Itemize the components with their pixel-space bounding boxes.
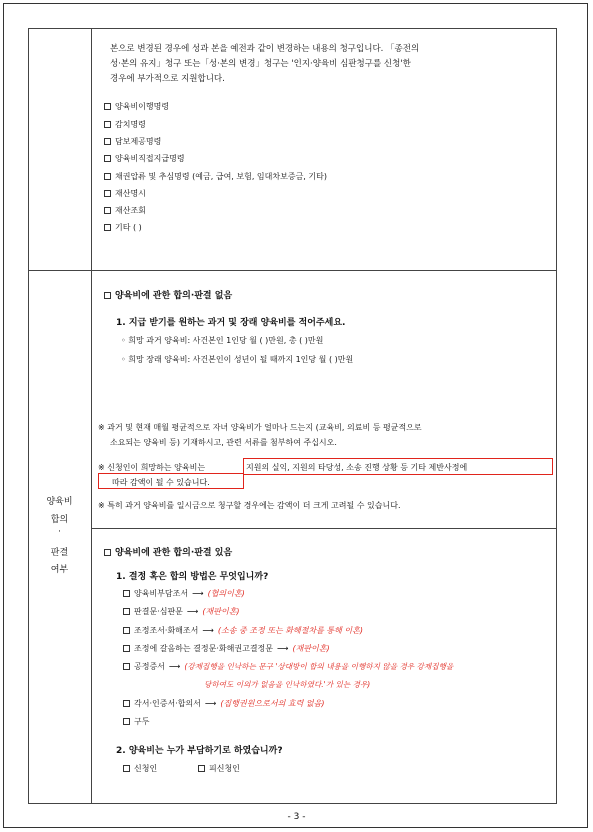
note-1-line-2: 소요되는 양육비 등) 기재하시고, 관련 서류를 첨부하여 주십시오. xyxy=(110,438,337,447)
arrow-right-icon: ⟶ xyxy=(186,607,199,616)
option-item[interactable]: 감치명령 xyxy=(104,119,146,130)
option-item[interactable]: 담보제공명령 xyxy=(104,136,161,147)
intro-line-1: 본으로 변경된 경우에 성과 본을 예전과 같이 변경하는 내용의 청구입니다. 「종전의 xyxy=(110,44,420,54)
method-item[interactable]: 각서·인증서·합의서 ⟶ (집행권원으로서의 효력 없음) xyxy=(123,698,324,709)
checkbox[interactable] xyxy=(104,207,111,214)
section-divider xyxy=(92,528,557,529)
method-item[interactable]: 조정조서·화해조서 ⟶ (소송 중 조정 또는 화해절차를 통해 이혼) xyxy=(123,625,363,636)
checkbox[interactable] xyxy=(123,645,130,652)
side-label-3: · xyxy=(58,527,61,537)
checkbox[interactable] xyxy=(104,138,111,145)
payer-option[interactable]: 피신청인 xyxy=(198,763,240,774)
checkbox[interactable] xyxy=(123,765,130,772)
arrow-right-icon: ⟶ xyxy=(192,589,204,598)
checkbox[interactable] xyxy=(198,765,205,772)
side-label-1: 양육비 xyxy=(46,497,73,507)
question-1: 1. 지급 받기를 원하는 과거 및 장래 양육비를 적어주세요. xyxy=(116,318,346,328)
method-item[interactable]: 양육비부담조서 ⟶ (협의이혼) xyxy=(123,588,245,599)
checkbox[interactable] xyxy=(104,173,111,180)
arrow-right-icon: ⟶ xyxy=(277,644,289,653)
intro-line-2: 성·본의 유지」청구 또는「성·본의 변경」청구는 '인지·양육비 심판청구를 신청'한 xyxy=(110,59,411,69)
checkbox[interactable] xyxy=(123,718,130,725)
checkbox[interactable] xyxy=(104,190,111,197)
checkbox[interactable] xyxy=(104,121,111,128)
question-1b: 1. 결정 혹은 합의 방법은 무엇입니까? xyxy=(116,572,269,582)
note-2-highlight-2: 따라 감액이 될 수 있습니다. xyxy=(112,478,210,487)
checkbox[interactable] xyxy=(123,627,130,634)
option-item[interactable]: 채권압류 및 추심명령 (예금, 급여, 보험, 임대차보증금, 기타) xyxy=(104,171,327,182)
checkbox[interactable] xyxy=(104,549,111,556)
side-label-2: 합의 xyxy=(50,515,69,525)
notarial-note-cont: 당하여도 이의가 없음을 인낙하였다.'가 있는 경우) xyxy=(204,680,371,689)
with-agreement-heading[interactable]: 양육비에 관한 합의·판결 있음 xyxy=(104,545,232,558)
checkbox[interactable] xyxy=(123,590,130,597)
question-2: 2. 양육비는 누가 부담하기로 하였습니까? xyxy=(116,746,283,756)
past-support-line: ◦ 희망 과거 양육비: 사건본인 1인당 월 ( )만원, 총 ( )만원 xyxy=(121,336,324,345)
option-item[interactable]: 재산명시 xyxy=(104,188,146,199)
page-number: - 3 - xyxy=(287,812,306,822)
note-3: ※ 특히 과거 양육비를 일시금으로 청구할 경우에는 감액이 더 크게 고려될 수 있습니다. xyxy=(98,501,401,510)
checkbox[interactable] xyxy=(104,224,111,231)
option-item[interactable]: 재산조회 xyxy=(104,205,146,216)
no-agreement-heading[interactable]: 양육비에 관한 합의·판결 없음 xyxy=(104,288,232,301)
checkbox[interactable] xyxy=(123,663,130,670)
checkbox[interactable] xyxy=(104,292,111,299)
method-item[interactable]: 구두 xyxy=(123,716,149,727)
highlight-box xyxy=(98,473,244,489)
row-divider xyxy=(28,270,557,271)
column-divider xyxy=(91,28,92,804)
note-1-line-1: ※ 과거 및 현재 매월 평균적으로 자녀 양육비가 얼마나 드는지 (교육비, 의료비 등 평균적으로 xyxy=(98,423,422,432)
payer-option[interactable]: 신청인 xyxy=(123,763,157,774)
arrow-right-icon: ⟶ xyxy=(168,662,181,671)
option-item[interactable]: 양육비직접지급명령 xyxy=(104,153,185,164)
note-2-highlight-1: 지원의 실익, 지원의 타당성, 소송 진행 상황 등 기타 제반사정에 xyxy=(246,463,468,472)
method-item[interactable]: 판결문·심판문 ⟶ (재판이혼) xyxy=(123,606,240,617)
note-2-prefix: ※ 신청인이 희망하는 양육비는 xyxy=(98,463,206,472)
checkbox[interactable] xyxy=(104,155,111,162)
highlight-box xyxy=(243,458,553,475)
checkbox[interactable] xyxy=(123,608,130,615)
method-item[interactable]: 공정증서 ⟶ (강제집행을 인낙하는 문구 '상대방이 합의 내용을 이행하지 않을 경우 강제집행을 xyxy=(123,661,453,672)
arrow-right-icon: ⟶ xyxy=(204,699,217,708)
checkbox[interactable] xyxy=(104,103,111,110)
option-item[interactable]: 기타 ( ) xyxy=(104,222,142,233)
option-item[interactable]: 양육비이행명령 xyxy=(104,101,169,112)
future-support-line: ◦ 희망 장래 양육비: 사건본인이 성년이 될 때까지 1인당 월 ( )만원 xyxy=(121,355,354,364)
side-label-5: 여부 xyxy=(50,565,69,575)
arrow-right-icon: ⟶ xyxy=(202,626,214,635)
checkbox[interactable] xyxy=(123,700,130,707)
method-item[interactable]: 조정에 갈음하는 결정문·화해권고결정문 ⟶ (재판이혼) xyxy=(123,643,330,654)
side-label-4: 판결 xyxy=(50,548,69,558)
intro-line-3: 경우에 부가적으로 지원합니다. xyxy=(110,74,225,84)
